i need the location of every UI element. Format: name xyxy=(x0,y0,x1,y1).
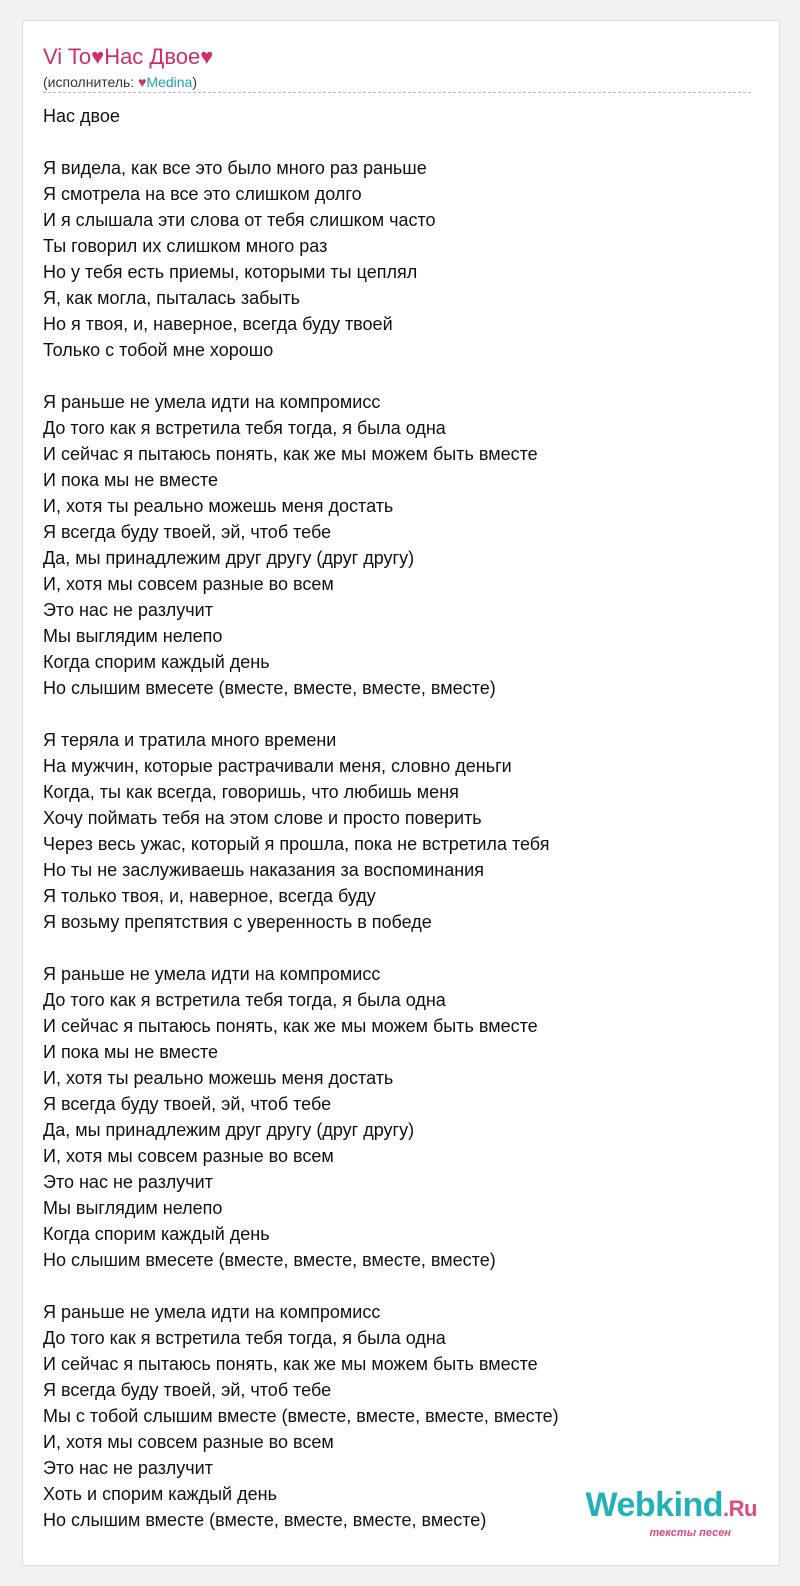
lyric-line: Я возьму препятствия с уверенность в победе xyxy=(43,912,432,932)
song-title xyxy=(43,43,213,71)
lyric-line: Но слышим вмесете (вместе, вместе, вместе, вместе) xyxy=(43,1250,496,1270)
lyric-line: Я, как могла, пыталась забыть xyxy=(43,288,300,308)
logo-tld: .Ru xyxy=(723,1496,757,1521)
lyric-line: И пока мы не вместе xyxy=(43,1042,219,1062)
lyric-line: На мужчин, которые растрачивали меня, словно деньги xyxy=(43,756,512,776)
lyric-line: Я раньше не умела идти на компромисс xyxy=(43,1302,381,1322)
lyric-line: И сейчас я пытаюсь понять, как же мы можем быть вместе xyxy=(43,444,538,464)
lyric-line: До того как я встретила тебя тогда, я была одна xyxy=(43,990,446,1010)
lyric-line: Я всегда буду твоей, эй, чтоб тебе xyxy=(43,1380,332,1400)
lyric-line: И, хотя мы совсем разные во всем xyxy=(43,1432,334,1452)
lyric-line: И сейчас я пытаюсь понять, как же мы можем быть вместе xyxy=(43,1016,538,1036)
lyric-line: Когда спорим каждый день xyxy=(43,1224,270,1244)
lyric-line: Нас двое xyxy=(43,106,120,126)
stanza-gap xyxy=(43,935,759,961)
lyric-line: Это нас не разлучит xyxy=(43,1172,213,1192)
lyric-line: Но ты не заслуживаешь наказания за воспоминания xyxy=(43,860,484,880)
lyric-line: И пока мы не вместе xyxy=(43,470,219,490)
lyric-line: Через весь ужас, который я прошла, пока не встретила тебя xyxy=(43,834,550,854)
performer-prefix: (исполнитель: xyxy=(43,74,139,90)
lyric-line: Я видела, как все это было много раз раньше xyxy=(43,158,427,178)
performer-suffix: ) xyxy=(192,74,197,90)
stanza-gap xyxy=(43,363,759,389)
lyric-line: Но слышим вмесете (вместе, вместе, вместе, вместе) xyxy=(43,678,496,698)
lyric-line: До того как я встретила тебя тогда, я была одна xyxy=(43,1328,446,1348)
lyric-line: И я слышала эти слова от тебя слишком часто xyxy=(43,210,436,230)
artist-name: Medina xyxy=(146,74,193,90)
logo-wordmark xyxy=(586,1487,758,1527)
lyric-line: И, хотя мы совсем разные во всем xyxy=(43,1146,334,1166)
lyric-line: Когда, ты как всегда, говоришь, что любишь меня xyxy=(43,782,459,802)
lyric-line: Когда спорим каждый день xyxy=(43,652,270,672)
lyric-line: Я смотрела на все это слишком долго xyxy=(43,184,362,204)
lyric-line: И сейчас я пытаюсь понять, как же мы можем быть вместе xyxy=(43,1354,538,1374)
lyric-line: Хочу поймать тебя на этом слове и просто поверить xyxy=(43,808,482,828)
lyric-line: Да, мы принадлежим друг другу (друг другу) xyxy=(43,548,415,568)
heart-icon: ♥ xyxy=(138,74,147,90)
lyric-line: И, хотя ты реально можешь меня достать xyxy=(43,1068,394,1088)
lyric-line: Я теряла и тратила много времени xyxy=(43,730,337,750)
header-divider xyxy=(43,92,751,93)
performer-line xyxy=(43,73,197,91)
lyric-line: Я всегда буду твоей, эй, чтоб тебе xyxy=(43,522,332,542)
lyric-line: Но слышим вместе (вместе, вместе, вместе, вместе) xyxy=(43,1510,487,1530)
lyric-line: Мы выглядим нелепо xyxy=(43,626,223,646)
stanza-gap xyxy=(43,129,759,155)
lyric-line: Да, мы принадлежим друг другу (друг другу) xyxy=(43,1120,415,1140)
title-song: Нас Двое xyxy=(104,44,201,69)
lyric-line: Хоть и спорим каждый день xyxy=(43,1484,277,1504)
site-logo[interactable] xyxy=(586,1487,758,1539)
lyric-line: Только с тобой мне хорошо xyxy=(43,340,274,360)
heart-icon: ♥ xyxy=(91,44,105,69)
lyric-line: Но у тебя есть приемы, которыми ты цеплял xyxy=(43,262,418,282)
lyric-line: Мы выглядим нелепо xyxy=(43,1198,223,1218)
lyric-line: Я только твоя, и, наверное, всегда буду xyxy=(43,886,376,906)
lyric-line: Ты говорил их слишком много раз xyxy=(43,236,328,256)
lyric-line: Но я твоя, и, наверное, всегда буду твоей xyxy=(43,314,393,334)
lyric-line: Я раньше не умела идти на компромисс xyxy=(43,964,381,984)
logo-tagline: тексты песен xyxy=(649,1527,731,1539)
lyric-line: Я всегда буду твоей, эй, чтоб тебе xyxy=(43,1094,332,1114)
lyrics-page xyxy=(22,20,780,1566)
artist-link[interactable] xyxy=(138,74,192,90)
lyric-line: И, хотя мы совсем разные во всем xyxy=(43,574,334,594)
logo-brand: Webkind xyxy=(585,1486,724,1524)
lyric-line: До того как я встретила тебя тогда, я была одна xyxy=(43,418,446,438)
lyric-line: Мы с тобой слышим вместе (вместе, вместе, вместе, вместе) xyxy=(43,1406,559,1426)
lyric-line: Это нас не разлучит xyxy=(43,600,213,620)
heart-icon: ♥ xyxy=(200,44,214,69)
title-artist: Vi To xyxy=(43,44,92,69)
lyric-line: Это нас не разлучит xyxy=(43,1458,213,1478)
stanza-gap xyxy=(43,1273,759,1299)
lyric-line: И, хотя ты реально можешь меня достать xyxy=(43,496,394,516)
lyrics-text xyxy=(43,103,759,1533)
lyric-line: Я раньше не умела идти на компромисс xyxy=(43,392,381,412)
stanza-gap xyxy=(43,701,759,727)
